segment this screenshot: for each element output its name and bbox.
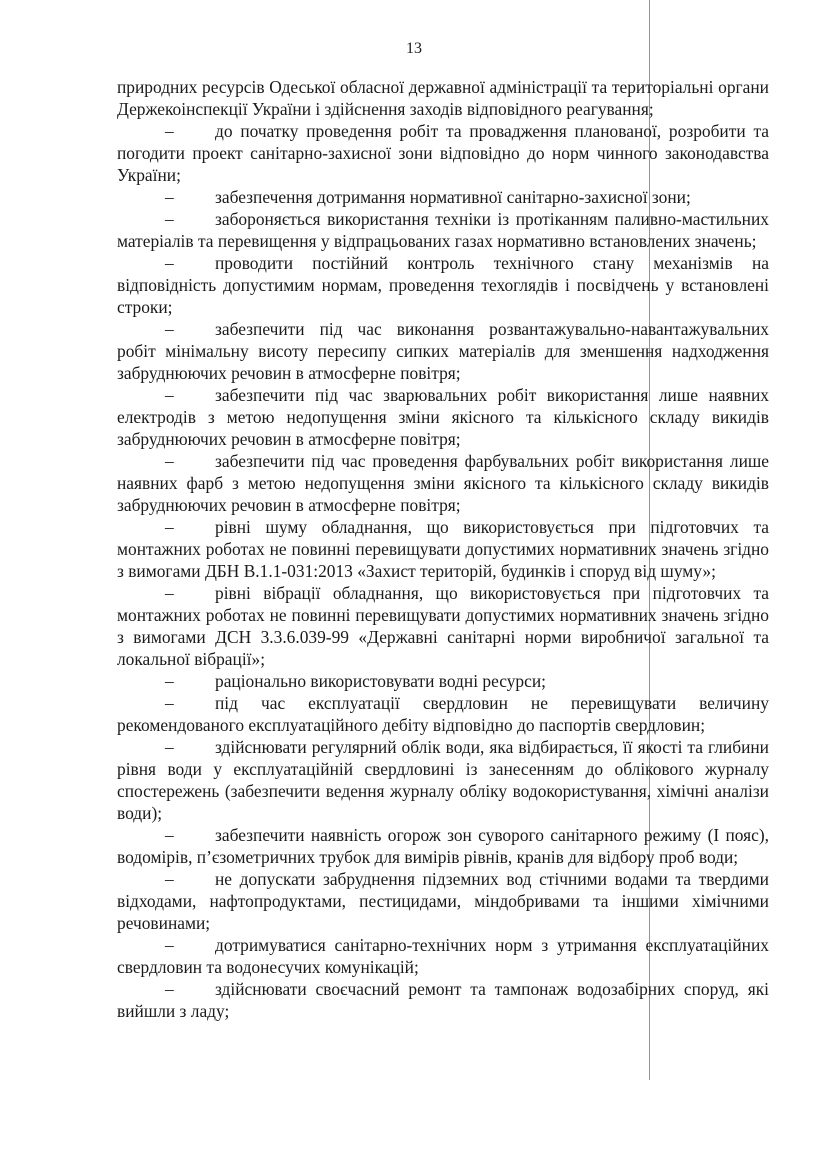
dash-marker: – [165,671,174,691]
list-item [117,450,769,516]
list-item-text: здійснювати регулярний облік води, яка відбирається, її якості та глибини рівня води у експлуатаційній свердловині із занесенням до облікового журналу спостережень (забезпечити ведення журналу обліку водокористування, хімічні аналізи води); [117,737,769,823]
list-item [117,582,769,670]
list-item [117,736,769,824]
list-item-text: рівні шуму обладнання, що використовується при підготовчих та монтажних роботах не повинні перевищувати допустимих нормативних значень згідно з вимогами ДБН В.1.1-031:2013 «Захист територій, будинків і споруд від шуму»; [117,517,769,581]
list-item-text: забезпечити під час проведення фарбувальних робіт використання лише наявних фарб з метою недопущення зміни якісного та кількісного складу викидів забруднюючих речовин в атмосферне повітря; [117,451,769,515]
list-item-text: проводити постійний контроль технічного стану механізмів на відповідність допустимим нормам, проведення техоглядів і посвідчень у встановлені строки; [117,253,769,317]
list-item-text: не допускати забруднення підземних вод стічними водами та твердими відходами, нафтопродуктами, пестицидами, міндобривами та іншими хімічними речовинами; [117,869,769,933]
list-item [117,692,769,736]
list-item-text: здійснювати своєчасний ремонт та тампонаж водозабірних споруд, які вийшли з ладу; [117,979,769,1021]
dash-marker: – [165,209,174,229]
list-item [117,934,769,978]
list-item-text: рівні вібрації обладнання, що використовується при підготовчих та монтажних роботах не повинні перевищувати допустимих нормативних значень згідно з вимогами ДСН 3.3.6.039-99 «Державні санітарні норми виробничої загальної та локальної вібрації»; [117,583,769,669]
dash-marker: – [165,825,174,845]
dash-marker: – [165,385,174,405]
list-item [117,186,769,208]
dash-marker: – [165,187,174,207]
opening-paragraph: природних ресурсів Одеської обласної державної адміністрації та територіальні органи Держекоінспекції України і здійснення заходів відповідного реагування; [117,77,769,119]
list-item-text: забезпечити під час зварювальних робіт використання лише наявних електродів з метою недопущення зміни якісного та кількісного складу викидів забруднюючих речовин в атмосферне повітря; [117,385,769,449]
list-item-text: до початку проведення робіт та провадження планованої, розробити та погодити проект санітарно-захисної зони відповідно до норм чинного законодавства України; [117,121,769,185]
page-number: 13 [406,40,422,57]
list-item [117,318,769,384]
dash-marker: – [165,517,174,537]
dash-marker: – [165,121,174,141]
list-item [117,868,769,934]
dash-marker: – [165,451,174,471]
list-item [117,516,769,582]
dash-marker: – [165,737,174,757]
dash-marker: – [165,693,174,713]
list-item [117,670,769,692]
list-item [117,120,769,186]
list-item-text: забезпечити під час виконання розвантажувально-навантажувальних робіт мінімальну висоту пересипу сипких матеріалів для зменшення надходження забруднюючих речовин в атмосферне повітря; [117,319,769,383]
requirements-list [117,120,769,1022]
document-body [117,76,769,1022]
list-item [117,384,769,450]
dash-marker: – [165,253,174,273]
list-item-text: забороняється використання техніки із протіканням паливно-мастильних матеріалів та перевищення у відпрацьованих газах нормативно встановлених значень; [117,209,769,251]
dash-marker: – [165,979,174,999]
list-item [117,252,769,318]
list-item [117,978,769,1022]
dash-marker: – [165,583,174,603]
dash-marker: – [165,869,174,889]
list-item-text: дотримуватися санітарно-технічних норм з утримання експлуатаційних свердловин та водонесучих комунікацій; [117,935,769,977]
list-item [117,824,769,868]
dash-marker: – [165,319,174,339]
list-item-text: раціонально використовувати водні ресурси; [215,671,546,691]
list-item-text: під час експлуатації свердловин не перевищувати величину рекомендованого експлуатаційного дебіту відповідно до паспортів свердловин; [117,693,769,735]
list-item [117,208,769,252]
dash-marker: – [165,935,174,955]
list-item-text: забезпечити наявність огорож зон суворого санітарного режиму (I пояс), водомірів, п’єзометричних трубок для вимірів рівнів, кранів для відбору проб води; [117,825,769,867]
list-item-text: забезпечення дотримання нормативної санітарно-захисної зони; [215,187,691,207]
